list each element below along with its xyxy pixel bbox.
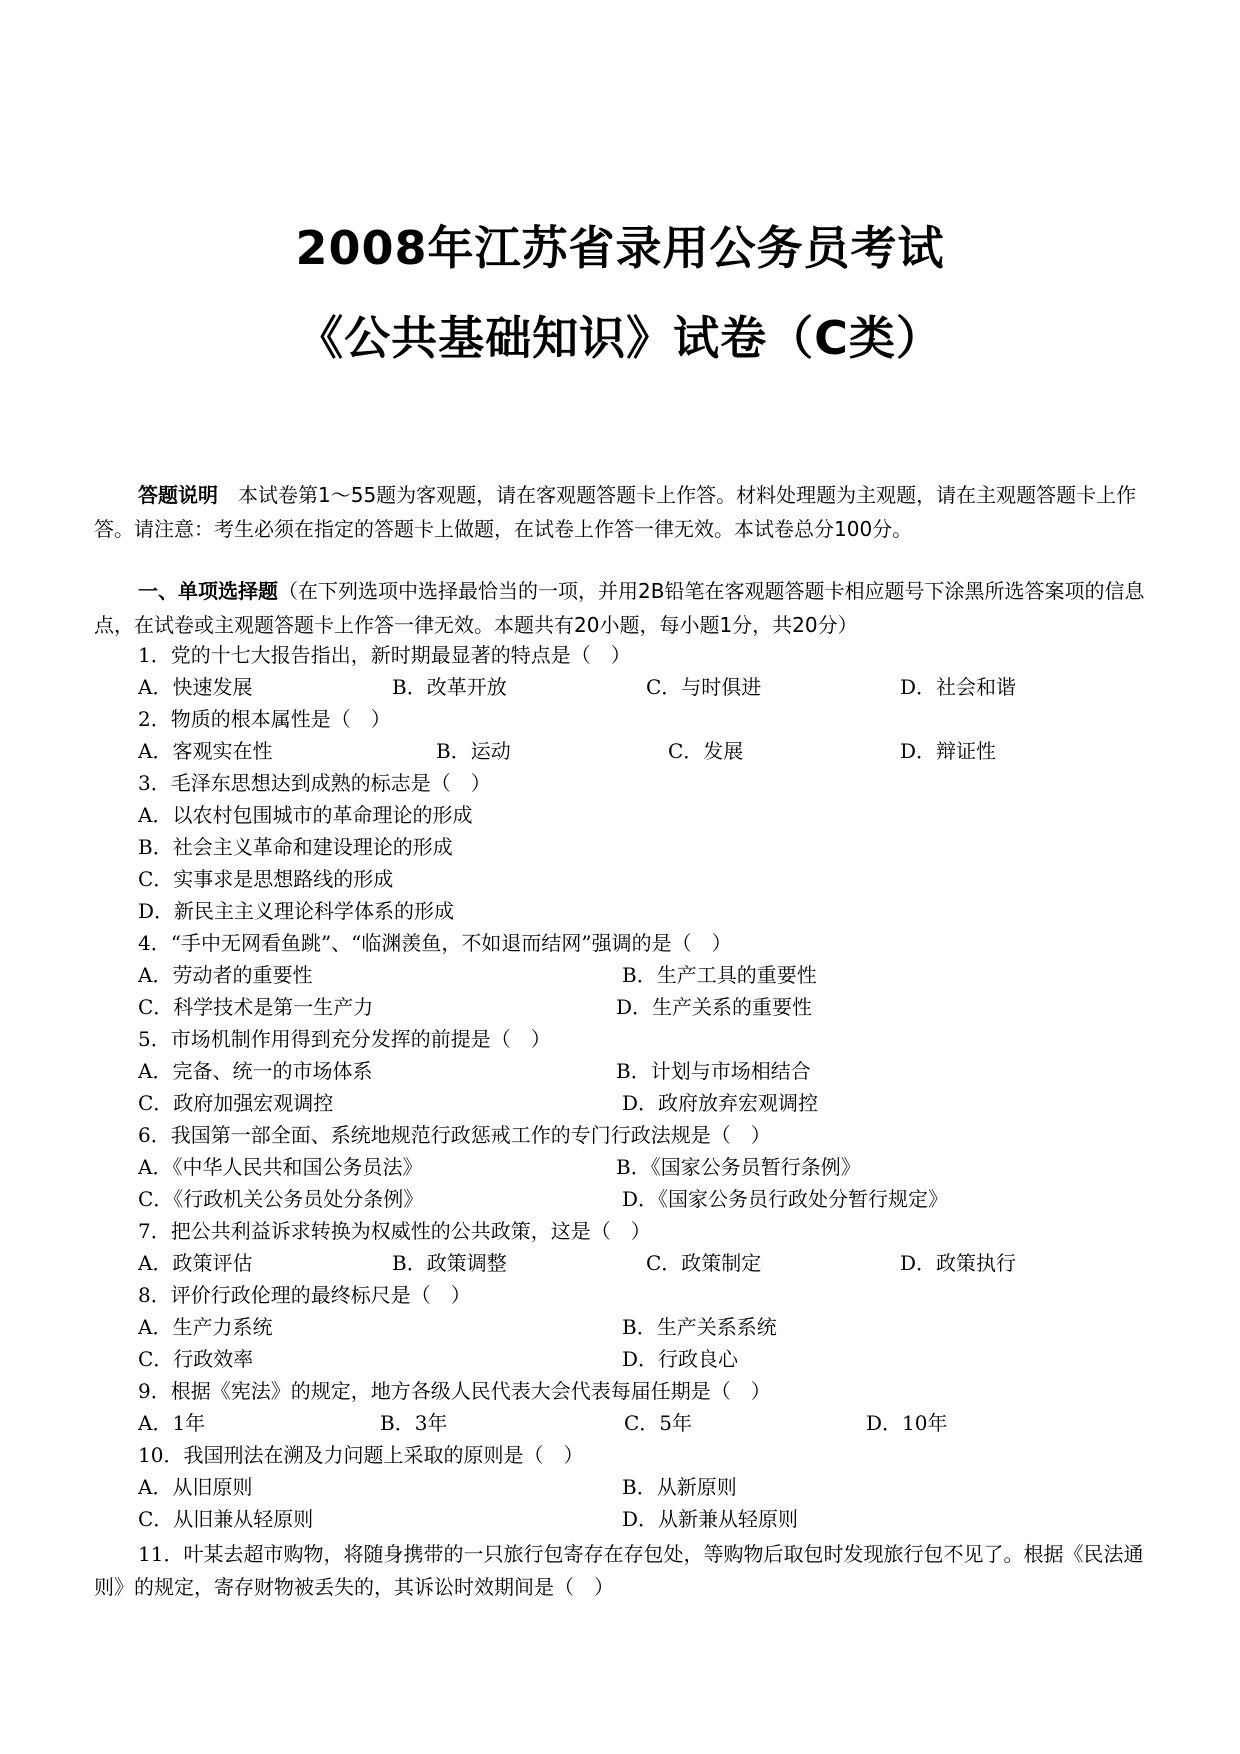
question-option: A．劳动者的重要性 — [138, 963, 313, 987]
question-option: B．运动 — [436, 739, 511, 763]
section1-label: 一、单项选择题 — [138, 579, 278, 603]
question-option: B．计划与市场相结合 — [616, 1059, 811, 1083]
question-stem: 4．“手中无网看鱼跳”、“临渊羡鱼，不如退而结网”强调的是（ ） — [138, 931, 732, 955]
question-option: A．快速发展 — [138, 675, 253, 699]
question-stem: 3．毛泽东思想达到成熟的标志是（ ） — [138, 771, 491, 795]
question-option: B．生产工具的重要性 — [622, 963, 817, 987]
question-option: D．新民主主义理论科学体系的形成 — [138, 899, 455, 923]
question-stem: 8．评价行政伦理的最终标尺是（ ） — [138, 1283, 471, 1307]
question-option: B．生产关系系统 — [622, 1315, 777, 1339]
question-stem: 7．把公共利益诉求转换为权威性的公共政策，这是（ ） — [138, 1219, 651, 1243]
question-option: D．政府放弃宏观调控 — [622, 1091, 819, 1115]
question-option: C．科学技术是第一生产力 — [138, 995, 374, 1019]
instructions-label: 答题说明 — [138, 483, 218, 507]
question-option: D．生产关系的重要性 — [616, 995, 813, 1019]
question-stem: 1．党的十七大报告指出，新时期最显著的特点是（ ） — [138, 643, 631, 667]
question-option: C．政策制定 — [646, 1251, 762, 1275]
question-option: A．《中华人民共和国公务员法》 — [138, 1155, 423, 1179]
question-option: D．辩证性 — [900, 739, 997, 763]
question-option: C．发展 — [668, 739, 744, 763]
question-option: D．从新兼从轻原则 — [622, 1507, 799, 1531]
question-stem: 5．市场机制作用得到充分发挥的前提是（ ） — [138, 1027, 551, 1051]
question-stem: 2．物质的根本属性是（ ） — [138, 707, 391, 731]
question-option: D．行政良心 — [622, 1347, 739, 1371]
question-option: B．社会主义革命和建设理论的形成 — [138, 835, 453, 859]
question-stem: 11．叶某去超市购物，将随身携带的一只旅行包寄存在存包处，等购物后取包时发现旅行包不见了。根据《民法通则》的规定，寄存财物被丢失的，其诉讼时效期间是（ ） — [94, 1542, 1144, 1599]
instructions-text: 本试卷第1～55题为客观题，请在客观题答题卡上作答。材料处理题为主观题，请在主观题答题卡上作答。请注意：考生必须在指定的答题卡上做题，在试卷上作答一律无效。本试卷总分100分。 — [94, 483, 1137, 541]
question-option: B．改革开放 — [392, 675, 507, 699]
question-option: D．10年 — [866, 1411, 948, 1435]
question-option: B．3年 — [380, 1411, 448, 1435]
question-option: C．与时俱进 — [646, 675, 762, 699]
question-option: C．政府加强宏观调控 — [138, 1091, 334, 1115]
question-option: D．《国家公务员行政处分暂行规定》 — [622, 1187, 949, 1211]
question-option: A．政策评估 — [138, 1251, 253, 1275]
question-option: D．社会和谐 — [900, 675, 1017, 699]
question-option: C．实事求是思想路线的形成 — [138, 867, 394, 891]
question-option: C．行政效率 — [138, 1347, 254, 1371]
section1-text: （在下列选项中选择最恰当的一项，并用2B铅笔在客观题答题卡相应题号下涂黑所选答案项的信息点，在试卷或主观题答题卡上作答一律无效。本题共有20小题，每小题1分，共20分） — [94, 579, 1145, 637]
question-option: A．客观实在性 — [138, 739, 273, 763]
question-option: C．从旧兼从轻原则 — [138, 1507, 314, 1531]
question-option: A．1年 — [138, 1411, 206, 1435]
section1-heading — [94, 574, 1154, 642]
instructions-paragraph — [94, 478, 1154, 546]
question-option: A．完备、统一的市场体系 — [138, 1059, 373, 1083]
exam-title-line1: 2008年江苏省录用公务员考试 — [295, 221, 945, 275]
question-option: C．《行政机关公务员处分条例》 — [138, 1187, 424, 1211]
question-option: B．从新原则 — [622, 1475, 737, 1499]
question-stem: 10．我国刑法在溯及力问题上采取的原则是（ ） — [138, 1443, 584, 1467]
question-option: B．政策调整 — [392, 1251, 507, 1275]
question-stem: 6．我国第一部全面、系统地规范行政惩戒工作的专门行政法规是（ ） — [138, 1123, 771, 1147]
exam-title-line2: 《公共基础知识》试卷（C类） — [297, 311, 943, 365]
question-option: C．5年 — [624, 1411, 693, 1435]
question-option: D．政策执行 — [900, 1251, 1017, 1275]
question-option: A．从旧原则 — [138, 1475, 253, 1499]
question-option: A．以农村包围城市的革命理论的形成 — [138, 803, 473, 827]
question-option: A．生产力系统 — [138, 1315, 273, 1339]
question-stem: 9．根据《宪法》的规定，地方各级人民代表大会代表每届任期是（ ） — [138, 1379, 771, 1403]
question-option: B．《国家公务员暂行条例》 — [616, 1155, 861, 1179]
